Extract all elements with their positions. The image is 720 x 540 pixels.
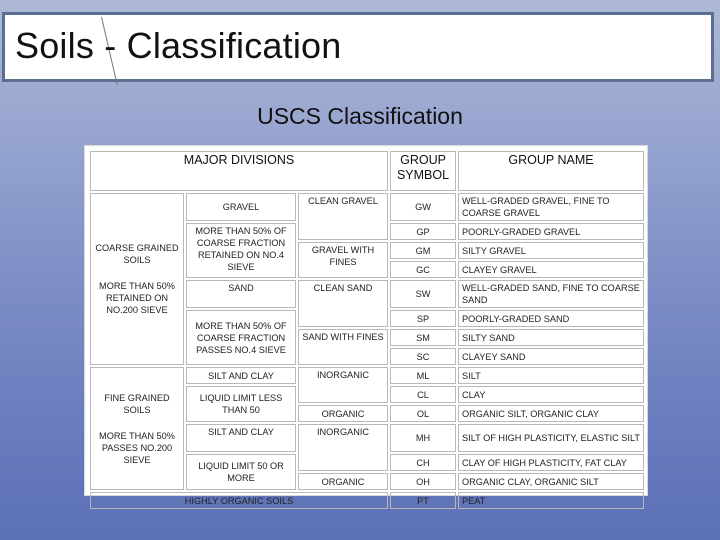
clean-gravel-label: CLEAN GRAVEL [298,193,388,240]
title-bar [2,12,714,82]
group-symbol: SP [390,310,456,327]
uscs-classification-table [88,149,646,511]
coarse-grained-cell [90,193,184,365]
liquid-limit-more-label: LIQUID LIMIT 50 OR MORE [186,454,296,490]
group-name: CLAY [458,386,644,403]
group-name: SILT [458,367,644,384]
organic-label: ORGANIC [298,405,388,422]
fine-grained-label: FINE GRAINED SOILS [104,392,170,415]
group-symbol: CL [390,386,456,403]
group-symbol: MH [390,424,456,452]
gravel-criterion: MORE THAN 50% OF COARSE FRACTION RETAINED ON NO.4 SIEVE [186,223,296,278]
uscs-table-container [84,145,648,506]
group-symbol: ML [390,367,456,384]
group-name: CLAY OF HIGH PLASTICITY, FAT CLAY [458,454,644,471]
group-name: PEAT [458,492,644,509]
header-group-symbol: GROUP SYMBOL [390,151,456,191]
group-symbol: OL [390,405,456,422]
coarse-grained-label: COARSE GRAINED SOILS [95,243,179,265]
clean-sand-label: CLEAN SAND [298,280,388,327]
group-name: POORLY-GRADED SAND [458,310,644,327]
group-symbol: SC [390,348,456,365]
inorganic-label: INORGANIC [298,424,388,471]
group-symbol: SM [390,329,456,346]
group-name: SILTY GRAVEL [458,242,644,259]
group-symbol: GC [390,261,456,278]
group-name: ORGANIC CLAY, ORGANIC SILT [458,473,644,490]
slide-subtitle: USCS Classification [257,103,463,129]
silt-and-clay-label: SILT AND CLAY [186,367,296,384]
group-name: WELL-GRADED GRAVEL, FINE TO COARSE GRAVEL [458,193,644,221]
silt-and-clay-label: SILT AND CLAY [186,424,296,452]
group-name: SILTY SAND [458,329,644,346]
group-symbol: PT [390,492,456,509]
sand-with-fines-label: SAND WITH FINES [298,329,388,365]
table-row [90,367,644,384]
gravel-label: GRAVEL [186,193,296,221]
table-row [90,492,644,509]
group-symbol: GP [390,223,456,240]
fine-grained-criterion: MORE THAN 50% PASSES NO.200 SIEVE [99,430,175,465]
highly-organic-soils-label: HIGHLY ORGANIC SOILS [90,492,388,509]
group-name: SILT OF HIGH PLASTICITY, ELASTIC SILT [458,424,644,452]
slide-title: Soils - Classification [15,25,342,66]
gravel-with-fines-label: GRAVEL WITH FINES [298,242,388,278]
coarse-grained-criterion: MORE THAN 50% RETAINED ON NO.200 SIEVE [99,281,175,315]
group-symbol: CH [390,454,456,471]
header-group-name: GROUP NAME [458,151,644,191]
liquid-limit-less-label: LIQUID LIMIT LESS THAN 50 [186,386,296,422]
inorganic-label: INORGANIC [298,367,388,403]
organic-label: ORGANIC [298,473,388,490]
group-symbol: OH [390,473,456,490]
group-name: CLAYEY GRAVEL [458,261,644,278]
header-major-divisions: MAJOR DIVISIONS [90,151,388,191]
group-name: CLAYEY SAND [458,348,644,365]
group-name: ORGANIC SILT, ORGANIC CLAY [458,405,644,422]
fine-grained-cell [90,367,184,490]
table-header-row [90,151,644,191]
sand-label: SAND [186,280,296,308]
group-symbol: GM [390,242,456,259]
table-row [90,193,644,221]
group-name: WELL-GRADED SAND, FINE TO COARSE SAND [458,280,644,308]
sand-criterion: MORE THAN 50% OF COARSE FRACTION PASSES NO.4 SIEVE [186,310,296,365]
group-symbol: SW [390,280,456,308]
group-name: POORLY-GRADED GRAVEL [458,223,644,240]
group-symbol: GW [390,193,456,221]
